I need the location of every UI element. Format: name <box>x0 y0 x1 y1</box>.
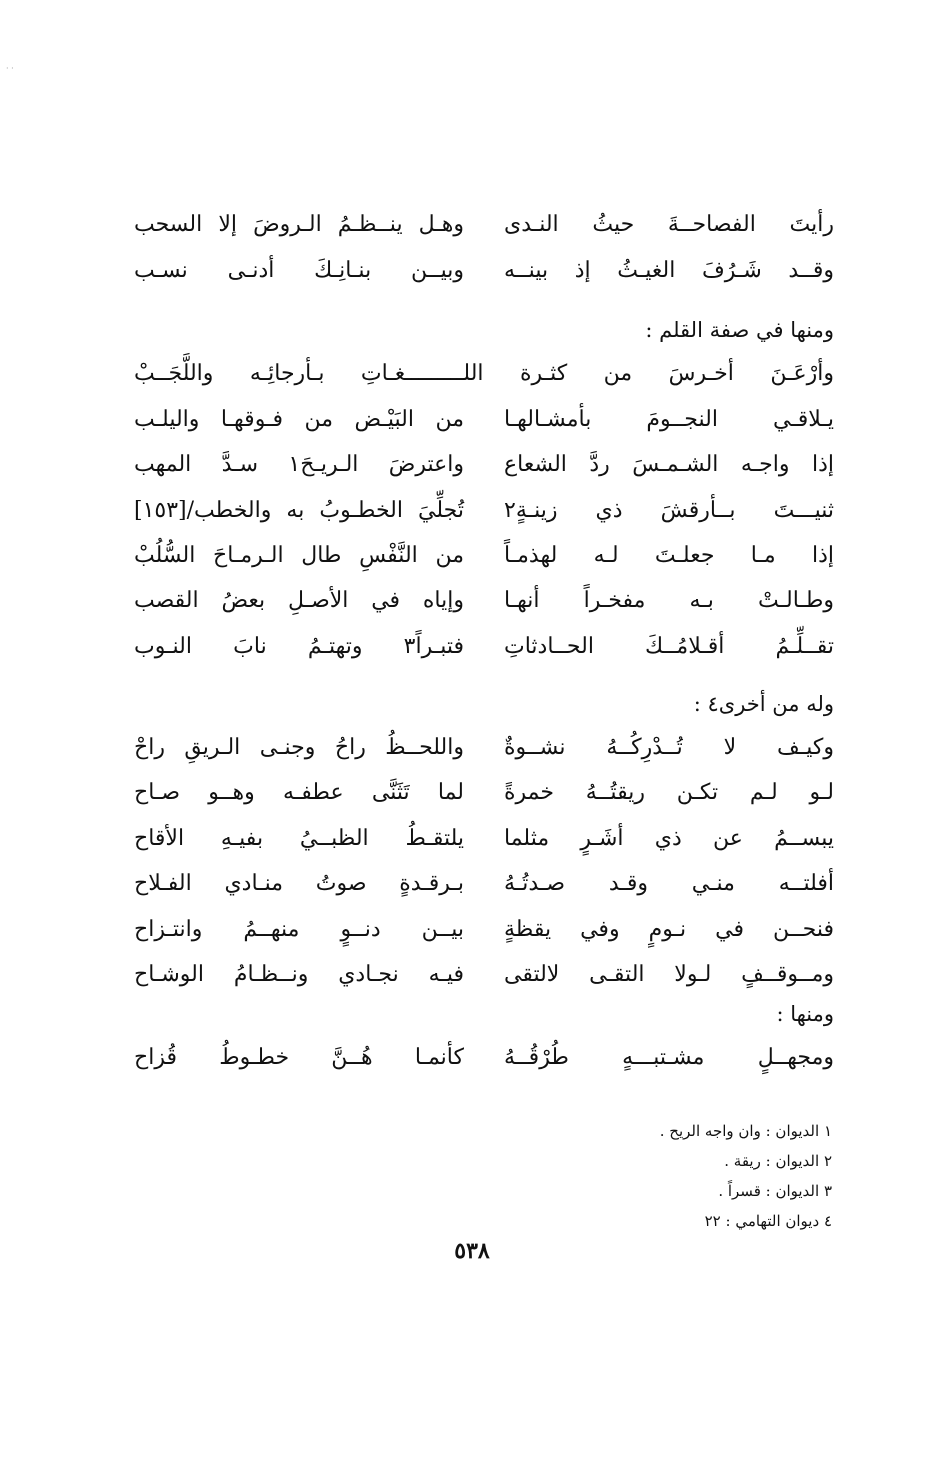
verse-hemistich-second: كأنمـا هُــنَّ خطـوطُ قُزاح <box>134 1045 464 1070</box>
section-heading: وله من أخرى٤ : <box>693 692 834 716</box>
verse-hemistich-second: فيـه نجـادي ونــظـامُ الوشـاح <box>134 962 464 987</box>
verse-line <box>134 1036 834 1080</box>
verse-hemistich-first: ومــوقــفٍ لـولا التقـى لالتقى <box>504 962 834 987</box>
verse-hemistich-second: يلتقـطُ الظبــيُ بفيـهِ الأقاح <box>134 826 464 851</box>
footnote: ١ الديوان : وان واجه الريح . <box>659 1122 832 1140</box>
footnote: ٢ الديوان : ريقة . <box>724 1152 832 1170</box>
verse-hemistich-second: واعترضَ الـريـحَ١ سـدَّ المهب <box>134 452 464 477</box>
verse-hemistich-second: وهـل ينــظـمُ الـروضَ إلا السحب <box>134 212 464 237</box>
verse-hemistich-first: وقــد شَـرُفَ الغيـثُ إذ بينــه <box>504 258 834 283</box>
verse-hemistich-second: لما تَثَنَّى عطفـه وهــو صـاح <box>134 780 464 805</box>
page-number: ٥٣٨ <box>454 1238 490 1264</box>
verse-hemistich-first: تقــلِّـمُ أقـلامُــكَ الحــادثاتِ <box>504 634 834 659</box>
verse-line <box>134 203 834 247</box>
footnote: ٣ الديوان : قسراً . <box>718 1182 832 1200</box>
verse-hemistich-first: فنحــن في نـومٍ وفي يقظةٍ <box>504 917 834 942</box>
verse-hemistich-first: ثنيـــتَ بــأرقشَ ذي زينـةٍ٢ <box>504 498 834 523</box>
verse-line <box>134 489 834 533</box>
verse-hemistich-second: وإياه في الأصـلِ بعضُ القصب <box>134 588 464 613</box>
verse-hemistich-second: بيــن دنــوٍ منهــمُ وانتـزاح <box>134 917 464 942</box>
footnotes <box>660 1116 832 1236</box>
verse-hemistich-second: واللحــظُ راحُ وجنـى الـريقِ راحْ <box>134 735 464 760</box>
verse-hemistich-first: إذا واجـه الشـمـسَ ردَّ الشعاع <box>504 452 834 477</box>
verse-line <box>134 817 834 861</box>
verse-line <box>134 249 834 293</box>
verse-hemistich-second: من النَّفْسِ طال الـرمـاحَ السُّلُبْ <box>134 543 464 568</box>
verse-line <box>134 534 834 578</box>
verse-hemistich-first: أفلتــه منـي وقـد صـدتُـهُ <box>504 871 834 896</box>
verse-hemistich-second: تُجلِّيَ الخطـوبُ به والخطب/[١٥٣] <box>134 498 464 523</box>
verse-line <box>134 398 834 442</box>
verse-line <box>134 862 834 906</box>
verse-line <box>134 579 834 623</box>
verse-hemistich-second: فتبـراً٣ وتهتـمُ نابَ النـوب <box>134 634 464 659</box>
verse-hemistich-first: إذا مـا جعلـتَ لـه لهذمـاً <box>504 543 834 568</box>
verse-hemistich-first: رأيتَ الفصاحــةَ حيثُ النـدى <box>504 212 834 237</box>
verse-line <box>134 625 834 669</box>
verse-hemistich-second: من البَيْـض من فـوقهـا واليلـب <box>134 407 464 432</box>
footnote: ٤ ديوان التهامي : ٢٢ <box>704 1212 832 1230</box>
verse-line <box>134 953 834 997</box>
verse-hemistich-first: لـو لـم تكـن ريقتُــهُ خمرةً <box>504 780 834 805</box>
verse-full-line: وأرْعَـنَ أخـرسَ من كثـرة اللـــــــــغـاتِ بـأرجائِـه واللَّجَــبْ <box>134 361 834 386</box>
verse-hemistich-first: يـلاقـي النجــومَ بأمشـالهـا <box>504 407 834 432</box>
verse-line <box>134 443 834 487</box>
corner-mark: · · <box>6 64 14 73</box>
verse-hemistich-first: وطـالـتْ بـه مفخـراً أنهـا <box>504 588 834 613</box>
verse-line <box>134 726 834 770</box>
section-heading: ومنها : <box>776 1002 834 1026</box>
verse-hemistich-first: ومجهــلٍ مشـتبـــهٍ طُرْقُــهُ <box>504 1045 834 1070</box>
verse-line <box>134 908 834 952</box>
verse-line <box>134 771 834 815</box>
verse-line <box>134 352 834 396</box>
verse-hemistich-first: يبســمُ عن ذي أشَـرٍ مثلما <box>504 826 834 851</box>
verse-hemistich-second: بـرقـدةٍ صوتُ منـادي الفـلاح <box>134 871 464 896</box>
section-heading: ومنها في صفة القلم : <box>645 318 834 342</box>
verse-hemistich-second: وبيــن بنـانِـكَ أدنـى نسـب <box>134 258 464 283</box>
verse-hemistich-first: وكيـف لا تُــدْرِكُــهُ نشــوةٌ <box>504 735 834 760</box>
